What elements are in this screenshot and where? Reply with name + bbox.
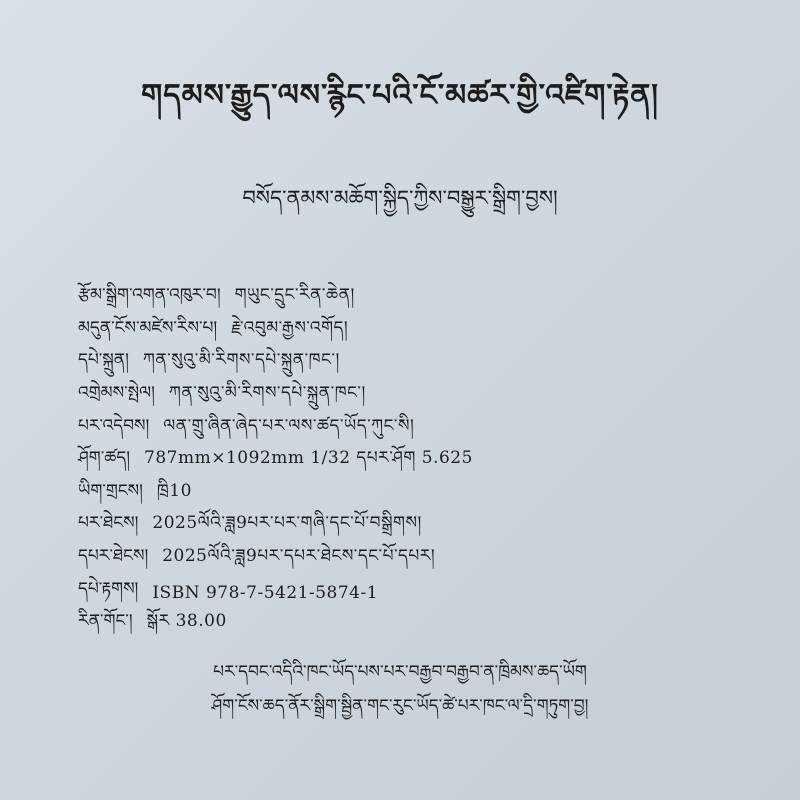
detail-value: 2025ལོའི་ཟླ9པར་པར་གཞི་དང་པོ་བསྒྲིགས། bbox=[152, 513, 422, 534]
detail-value: རྗེ་འབུམ་རྒྱས་འགོད། bbox=[231, 317, 349, 338]
detail-row-price bbox=[78, 609, 778, 642]
publication-details bbox=[78, 283, 778, 642]
copyright-notice bbox=[0, 655, 800, 723]
detail-value: གཡུང་དྲུང་རིན་ཆེན། bbox=[234, 285, 355, 306]
detail-label: ཡིག་གྲངས། bbox=[78, 480, 143, 501]
detail-row-printing bbox=[78, 544, 778, 577]
book-subtitle: བསོད་ནམས་མཆོག་སྐྱིད་ཀྱིས་བསྒྱུར་སྒྲིག་བྱས། bbox=[242, 186, 558, 210]
detail-value: ཀན་སུའུ་མི་རིགས་དཔེ་སྐྲུན་ཁང་། bbox=[142, 350, 340, 371]
detail-label: མདུན་ངོས་མཛེས་རིས་པ། bbox=[78, 317, 218, 338]
detail-label: པར་འདེབས། bbox=[78, 415, 150, 436]
detail-value: སྒོར 38.00 bbox=[146, 611, 227, 632]
detail-label: རྩོམ་སྒྲིག་འགན་འཁུར་བ། bbox=[78, 285, 221, 306]
detail-value: 787mm×1092mm 1/32 དཔར་ཤོག 5.625 bbox=[144, 448, 473, 469]
copyright-line-2: ཤོག་ངོས་ཆད་ནོར་སྒྲིག་སྦྱིན་གང་རུང་ཡོད་ཚེ་པར་ཁང་ལ་དྲི་གཏུག་བྱ། bbox=[211, 696, 589, 716]
detail-value: ལན་གྲུ་ཞིན་ཞེད་པར་ལས་ཚད་ཡོད་ཀུང་སི། bbox=[163, 415, 415, 436]
copyright-line-1: པར་དབང་འདིའི་ཁང་ཡོད་པས་པར་བརྒྱབ་བརྒྱབ་ན་ཁྲིམས་ཆད་ཡོག bbox=[213, 662, 587, 682]
book-title: གདམས་རྒྱུད་ལས་རྙིང་པའི་ངོ་མཚར་གྱི་འཛིག་རྟེན། bbox=[141, 78, 659, 113]
detail-label: དཔེ་རྟགས། bbox=[78, 578, 139, 599]
detail-value: ཁྲི10 bbox=[156, 480, 192, 501]
detail-label: དཔར་ཐེངས། bbox=[78, 546, 149, 567]
detail-value: ཀན་སུའུ་མི་རིགས་དཔེ་སྐྲུན་ཁང་། bbox=[168, 383, 366, 404]
detail-label: རིན་གོང་། bbox=[78, 611, 133, 632]
detail-label: འགྲེམས་སྤེལ། bbox=[78, 383, 155, 404]
detail-label: ཤོག་ཚད། bbox=[78, 448, 131, 469]
detail-value: ISBN 978-7-5421-5874-1 bbox=[152, 582, 379, 603]
detail-value: 2025ལོའི་ཟླ9པར་དཔར་ཐེངས་དང་པོ་དཔར། bbox=[162, 546, 436, 567]
detail-label: པར་ཐེངས། bbox=[78, 513, 139, 534]
detail-label: དཔེ་སྐྲུན། bbox=[78, 350, 129, 371]
